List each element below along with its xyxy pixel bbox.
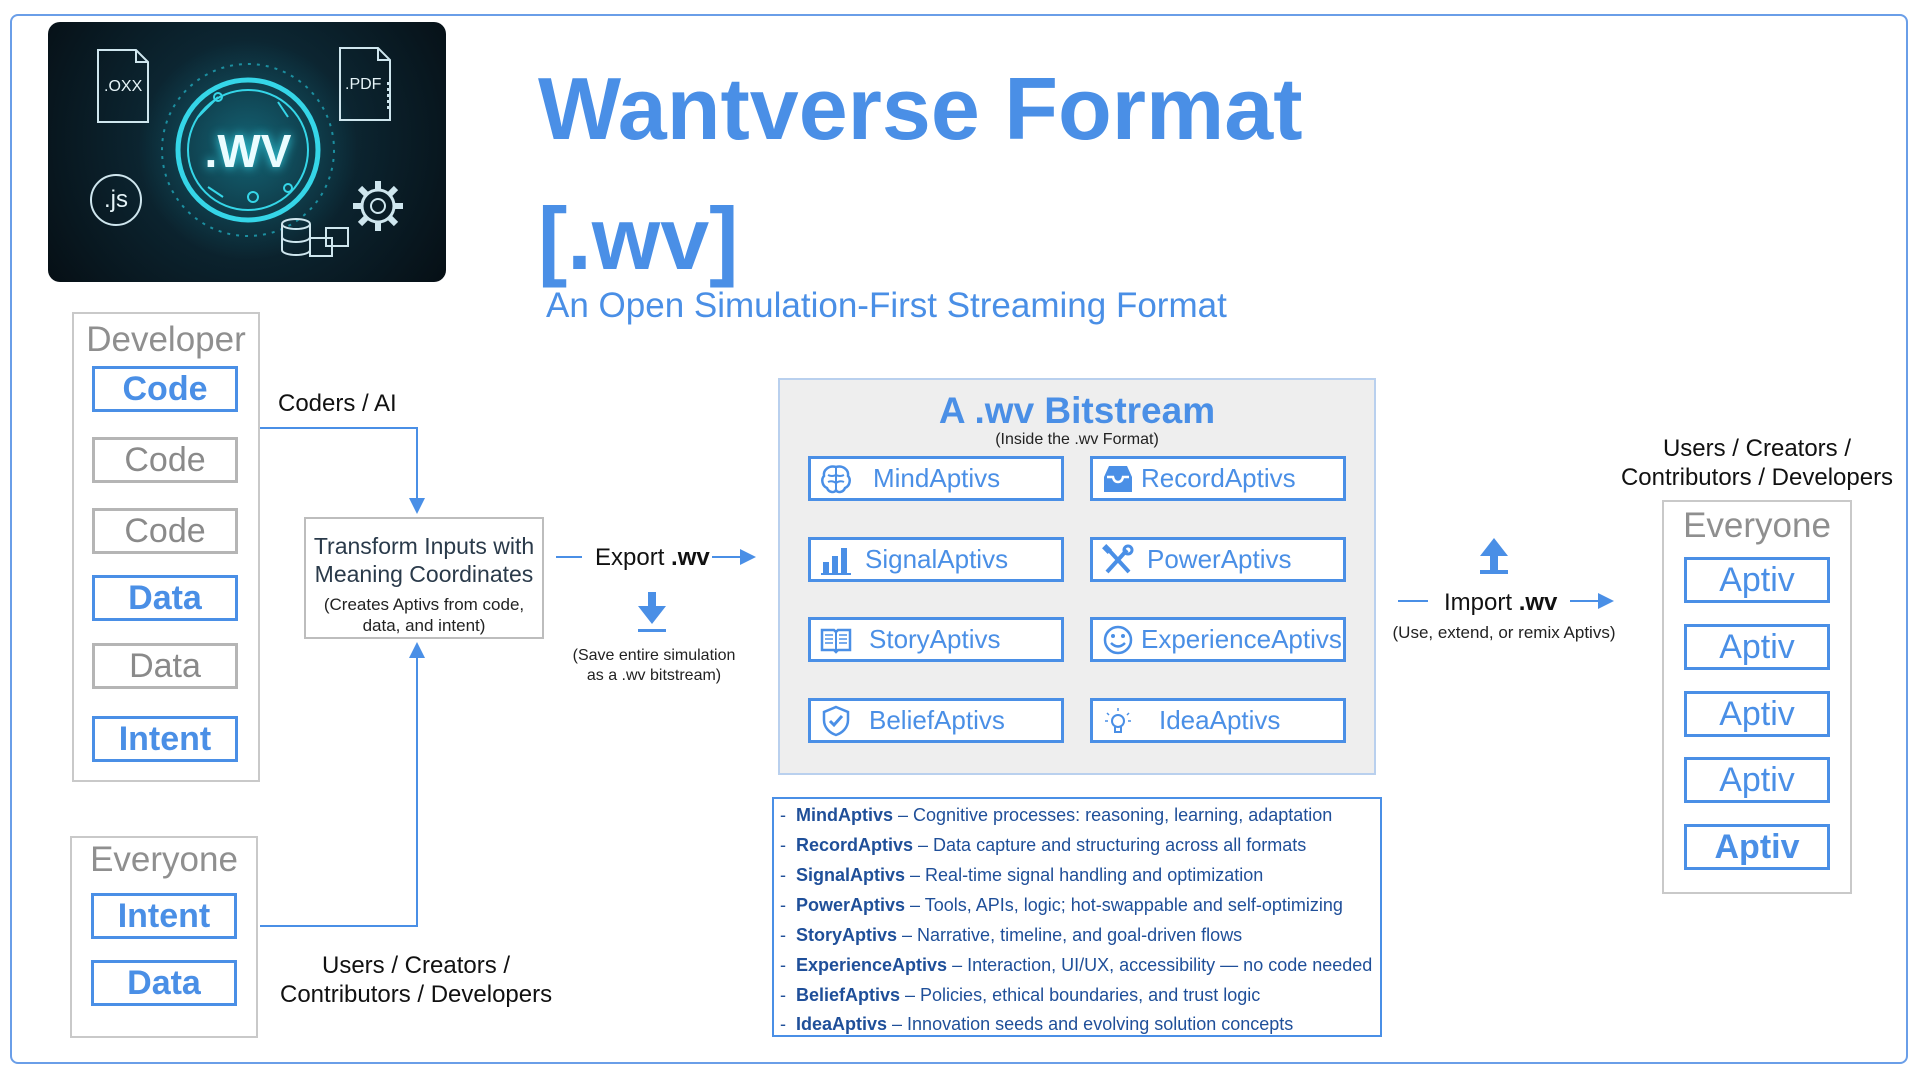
bitstream-subtitle: (Inside the .wv Format): [995, 431, 1159, 448]
legend-name: ExperienceAptivs: [796, 955, 948, 975]
export-ext: .wv: [671, 544, 710, 571]
developer-code-2: Code: [92, 437, 238, 483]
aptiv-mind-label: MindAptivs: [873, 463, 1001, 493]
legend-desc: – Cognitive processes: reasoning, learning, adaptation: [893, 805, 1333, 825]
logo-file-right-label: .PDF: [345, 76, 382, 93]
developer-data-1: Data: [92, 575, 238, 621]
legend-name: StoryAptivs: [796, 925, 898, 945]
coders-connector: [260, 428, 417, 512]
users-right-label-1: Users / Creators /: [1662, 435, 1852, 462]
transform-line-2: Meaning Coordinates: [314, 561, 534, 587]
developer-intent: Intent: [92, 716, 238, 762]
everyone-left-data: Data: [91, 960, 237, 1006]
legend-desc: – Policies, ethical boundaries, and trust logic: [900, 985, 1261, 1005]
users-bottom-label-1: Users / Creators /: [322, 952, 511, 979]
legend-name: PowerAptivs: [796, 895, 906, 915]
users-bottom-label-2: Contributors / Developers: [280, 981, 553, 1008]
legend-name: BeliefAptivs: [796, 985, 901, 1005]
everyone-right-aptiv: Aptiv: [1684, 757, 1830, 803]
everyone-left-title: Everyone: [90, 840, 238, 879]
title-line-2: [.wv]: [538, 189, 739, 288]
everyone-right-aptiv: Aptiv: [1684, 557, 1830, 603]
legend-desc: – Data capture and structuring across all formats: [913, 835, 1307, 855]
title-line-1: Wantverse Format: [538, 59, 1303, 158]
aptiv-story-label: StoryAptivs: [869, 624, 1001, 654]
aptiv-legend: - MindAptivs – Cognitive processes: reasoning, learning, adaptation - RecordAptivs – Data capture and structuring across all formats - SignalAptivs – Real-time signal handling and optimization - PowerAptivs – Tools, APIs, logic; hot-swappable and self-optimizing - StoryAptivs – Narrative, timeline, and goal-driven flows - ExperienceAptivs – Interaction, UI/UX, accessibility — no code needed - BeliefAptivs – Policies, ethical boundaries, and trust logic - IdeaAptivs – Innovation seeds and evolving solution concepts: [772, 797, 1382, 1037]
everyone-right-aptiv: Aptiv: [1684, 624, 1830, 670]
legend-name: IdeaAptivs: [796, 1014, 888, 1034]
transform-line-1: Transform Inputs with: [313, 533, 535, 559]
legend-name: RecordAptivs: [796, 835, 914, 855]
everyone-right-title: Everyone: [1683, 506, 1831, 545]
legend-desc: – Tools, APIs, logic; hot-swappable and self-optimizing: [905, 895, 1343, 915]
logo-file-left-label: .OXX: [104, 78, 143, 95]
developer-code-3: Code: [92, 508, 238, 554]
legend-desc: – Interaction, UI/UX, accessibility — no code needed: [947, 955, 1373, 975]
aptiv-power-label: PowerAptivs: [1147, 544, 1292, 574]
legend-name: SignalAptivs: [796, 865, 906, 885]
export-prefix: Export: [595, 544, 672, 571]
developer-data-2: Data: [92, 643, 238, 689]
bitstream-title: A .wv Bitstream: [938, 390, 1216, 431]
legend-desc: – Narrative, timeline, and goal-driven flows: [897, 925, 1243, 945]
legend-desc: – Innovation seeds and evolving solution concepts: [887, 1014, 1294, 1034]
legend-name: MindAptivs: [796, 805, 893, 825]
legend-desc: – Real-time signal handling and optimization: [905, 865, 1264, 885]
developer-title: Developer: [86, 320, 246, 359]
upload-up-arrow-icon: [1480, 538, 1508, 574]
users-right-label-2: Contributors / Developers: [1620, 464, 1894, 491]
import-prefix: Import: [1444, 589, 1519, 616]
page-subtitle: An Open Simulation-First Streaming Format: [546, 286, 1227, 325]
aptiv-signal-label: SignalAptivs: [865, 544, 1009, 574]
import-ext: .wv: [1518, 589, 1558, 616]
everyone-left-intent: Intent: [91, 893, 237, 939]
everyone-connector: [260, 644, 417, 926]
developer-code-1: Code: [92, 366, 238, 412]
logo-center-text: .WV: [204, 125, 292, 177]
import-note: (Use, extend, or remix Aptivs): [1392, 623, 1616, 642]
logo-js-label: .js: [104, 186, 128, 213]
aptiv-idea-label: IdeaAptivs: [1159, 705, 1281, 735]
export-note-2: as a .wv bitstream): [586, 667, 722, 684]
save-down-arrow-icon: [638, 592, 666, 632]
aptiv-belief-label: BeliefAptivs: [869, 705, 1005, 735]
everyone-right-aptiv: Aptiv: [1684, 824, 1830, 870]
coders-ai-label: Coders / AI: [278, 390, 397, 417]
transform-sub-2: data, and intent): [362, 616, 486, 635]
aptiv-record-label: RecordAptivs: [1141, 463, 1296, 493]
aptiv-experience-label: ExperienceAptivs: [1141, 624, 1342, 654]
export-note-1: (Save entire simulation: [572, 647, 736, 664]
transform-sub-1: (Creates Aptivs from code,: [323, 595, 525, 614]
everyone-right-aptiv: Aptiv: [1684, 691, 1830, 737]
